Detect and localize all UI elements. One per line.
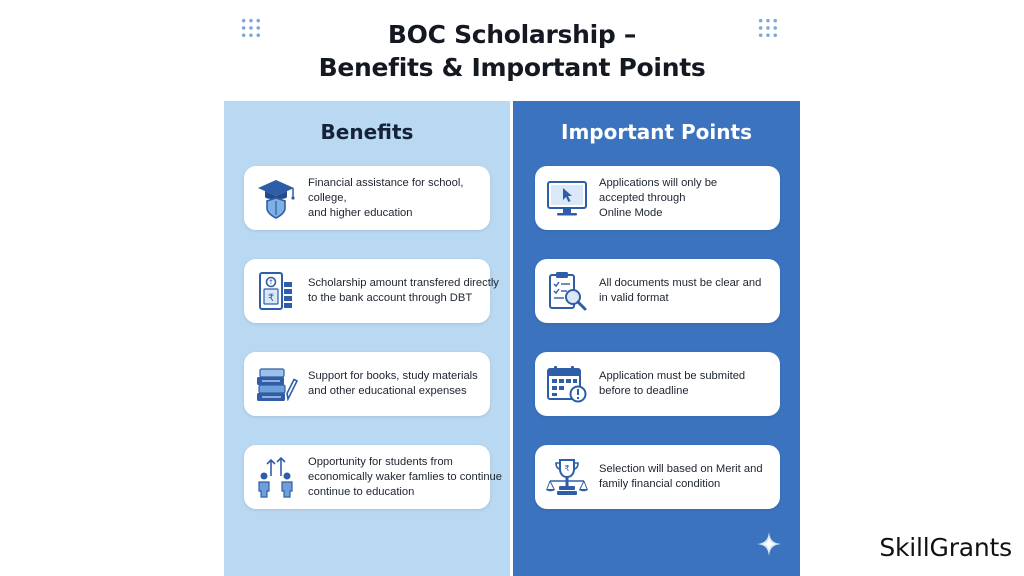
clipboard-magnifier-icon: [545, 270, 589, 312]
point-card-documents: [535, 259, 780, 323]
point-text: Applications will only be accepted through Online Mode: [599, 176, 718, 219]
students-arrows-icon: [254, 456, 298, 498]
brand-logo-text: SkillGrants: [879, 533, 1012, 562]
sparkle-icon: [756, 531, 782, 557]
monitor-cursor-icon: [545, 177, 589, 219]
benefit-text: Scholarship amount transfered directly to the bank account through DBT: [308, 277, 499, 304]
benefit-text: Support for books, study materials and other educational expenses: [308, 370, 478, 397]
benefit-card-financial-assistance: [244, 166, 490, 230]
point-card-selection: [535, 445, 780, 509]
point-card-deadline: [535, 352, 780, 416]
books-pencil-icon: [254, 363, 298, 405]
benefit-card-opportunity: [244, 445, 503, 509]
trophy-scales-icon: [545, 456, 589, 498]
page-title: [224, 18, 800, 84]
point-text: Selection will based on Merit and family financial condition: [599, 463, 763, 490]
benefit-card-dbt-transfer: [244, 259, 499, 323]
graduation-cap-shield-icon: [254, 177, 298, 219]
title-line-2: Benefits & Important Points: [318, 53, 706, 82]
benefits-heading: Benefits: [320, 120, 414, 144]
svg-text:↑: ↑: [268, 278, 274, 287]
panel-divider: [510, 101, 513, 576]
point-card-online-mode: [535, 166, 780, 230]
rupee-document-icon: [254, 270, 298, 312]
title-line-1: BOC Scholarship –: [387, 20, 637, 49]
calendar-alert-icon: [545, 363, 589, 405]
svg-text:₹: ₹: [267, 293, 275, 304]
benefit-text: Financial assistance for school, college, and higher education: [308, 176, 464, 219]
benefit-card-books-support: [244, 352, 490, 416]
point-text: All documents must be clear and in valid format: [599, 277, 762, 304]
benefit-text: Opportunity for students from economically waker famlies to continue continue to education: [308, 455, 503, 498]
important-points-heading: Important Points: [561, 120, 752, 144]
svg-text:₹: ₹: [564, 464, 570, 473]
point-text: Application must be submited before to deadline: [599, 370, 746, 397]
